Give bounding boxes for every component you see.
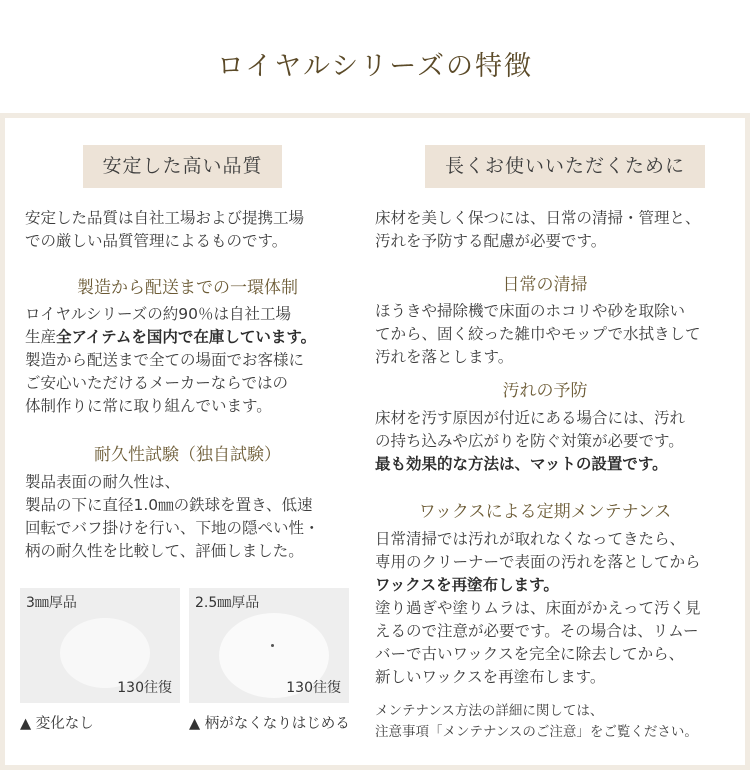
production-line: 体制作りに常に取り組んでいます。	[25, 397, 272, 415]
production-line	[25, 326, 316, 349]
maintenance-note	[375, 701, 698, 743]
production-line: ご安心いただけるメーカーならではの	[25, 374, 289, 392]
durability-line: 製品表面の耐久性は、	[25, 473, 181, 491]
production-line: 製造から配送まで全ての場面でお客様に	[25, 351, 305, 369]
rewax-highlight: ワックスを再塗布します。	[375, 576, 559, 594]
production-system-text	[25, 303, 316, 418]
stock-highlight: 全アイテムを国内で在庫しています。	[56, 328, 317, 346]
quality-intro-line: 安定した品質は自社工場および提携工場	[25, 209, 305, 227]
stain-prevention-title: 汚れの予防	[502, 381, 588, 401]
durability-line: 柄の耐久性を比較して、評価しました。	[25, 542, 304, 560]
care-intro-line: 床材を美しく保つには、日常の清掃・管理と、	[375, 209, 701, 227]
durability-test-text	[25, 471, 320, 563]
sample-thickness-label: 3㎜厚品	[26, 595, 77, 611]
wax-line: 新しいワックスを再塗布します。	[375, 668, 606, 686]
sample-thickness-label: 2.5㎜厚品	[195, 595, 260, 611]
content-frame	[0, 113, 750, 770]
sample-2-5mm-image	[189, 588, 349, 703]
care-intro-line: 汚れを予防する配慮が必要です。	[375, 232, 607, 250]
wax-line: 塗り過ぎや塗りムラは、床面がかえって汚く見	[375, 599, 701, 617]
wax-line: 専用のクリーナーで表面の汚れを落としてから	[375, 553, 701, 571]
care-heading: 長くお使いいただくために	[425, 145, 705, 188]
care-intro	[375, 207, 701, 253]
durability-line: 製品の下に直径1.0㎜の鉄球を置き、低速	[25, 496, 313, 514]
sample-2-5mm-caption: ▲ 柄がなくなりはじめる	[189, 716, 350, 732]
content-panel	[5, 118, 745, 765]
production-line-prefix: 生産	[25, 328, 57, 346]
stain-prevention-text	[375, 407, 685, 476]
durability-test-title: 耐久性試験（独自試験）	[94, 445, 281, 465]
daily-cleaning-line: てから、固く絞った雑巾やモップで水拭きして	[375, 325, 701, 343]
stain-prevention-line: の持ち込みや広がりを防ぐ対策が必要です。	[375, 432, 684, 450]
production-line: ロイヤルシリーズの約90％は自社工場	[25, 305, 291, 323]
sample-3mm-caption: ▲ 変化なし	[20, 716, 94, 732]
sample-count-label: 130往復	[117, 680, 172, 696]
wax-maintenance-text	[375, 528, 701, 689]
wear-spot	[271, 644, 274, 647]
daily-cleaning-line: 汚れを落とします。	[375, 348, 514, 366]
page-title: ロイヤルシリーズの特徴	[217, 51, 533, 82]
sample-count-label: 130往復	[286, 680, 341, 696]
stain-prevention-line: 床材を汚す原因が付近にある場合には、汚れ	[375, 409, 686, 427]
mat-highlight: 最も効果的な方法は、マットの設置です。	[375, 455, 668, 473]
quality-intro-line: での厳しい品質管理によるものです。	[25, 232, 288, 250]
wax-maintenance-title: ワックスによる定期メンテナンス	[418, 502, 672, 522]
note-line: 注意事項「メンテナンスのご注意」をご覧ください。	[375, 724, 698, 740]
note-line: メンテナンス方法の詳細に関しては、	[375, 703, 604, 719]
durability-line: 回転でバフ掛けを行い、下地の隠ぺい性・	[25, 519, 320, 537]
quality-heading: 安定した高い品質	[83, 145, 282, 188]
daily-cleaning-title: 日常の清掃	[502, 275, 588, 295]
wax-line: えるので注意が必要です。その場合は、リムー	[375, 622, 699, 640]
sample-3mm-image	[20, 588, 180, 703]
daily-cleaning-line: ほうきや掃除機で床面のホコリや砂を取除い	[375, 302, 686, 320]
wax-line: バーで古いワックスを完全に除去してから、	[375, 645, 685, 663]
production-system-title: 製造から配送までの一環体制	[77, 278, 298, 298]
wax-line: 日常清掃では汚れが取れなくなってきたら、	[375, 530, 686, 548]
quality-intro	[25, 207, 304, 253]
daily-cleaning-text	[375, 300, 701, 369]
